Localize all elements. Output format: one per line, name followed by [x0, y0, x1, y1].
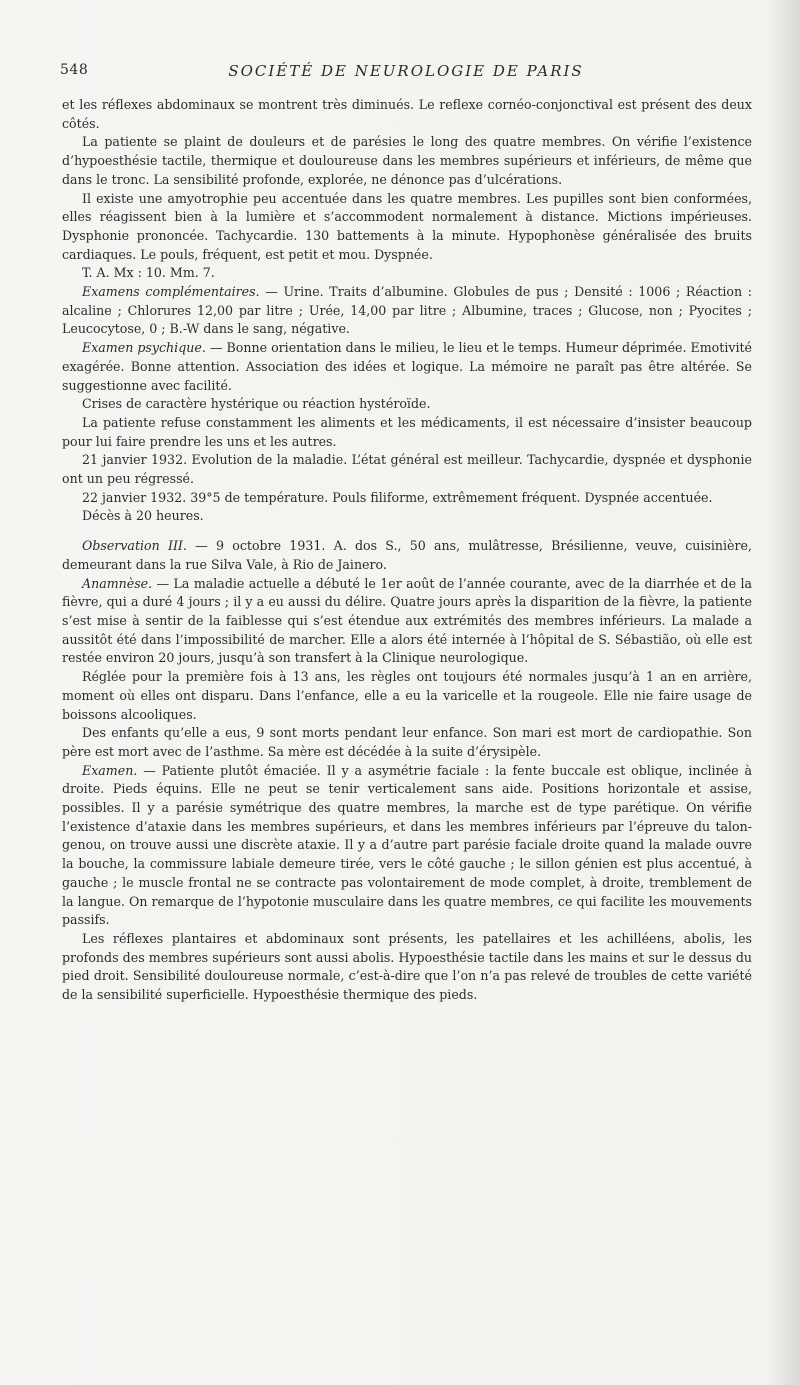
- paragraph: Examen psychique. — Bonne orientation dans le milieu, le lieu et le temps. Humeur déprimée. Emotivité exagérée. Bonne attention. Association des idées et logique. La mémoire ne paraît pas être altérée. Se suggestionne avec facilité.: [62, 340, 753, 393]
- paragraph: Les réflexes plantaires et abdominaux sont présents, les patellaires et les achilléens, abolis, les profonds des membres supérieurs sont aussi abolis. Hypoesthésie tactile dans les mains et sur le dessus du pied droit. Sensibilité douloureuse normale, c’est-à-dire que l’on n’a pas relevé de troubles de cette variété de la sensibilité superficielle. Hypoesthésie thermique des pieds.: [62, 930, 752, 1003]
- page-number: 548: [60, 62, 89, 78]
- body-text: [62, 96, 752, 1005]
- paragraph-lead: Examen psychique.: [82, 340, 206, 356]
- paragraph: Il existe une amyotrophie peu accentuée dans les quatre membres. Les pupilles sont bien conformées, elles réagissent bien à la lumière et s’accommodent normalement à distance. Mictions impérieuses. Dysphonie prononcée. Tachycardie. 130 battements à la minute. Hypophonèse généralisée des bruits cardiaques. Le pouls, fréquent, est petit et mou. Dyspnée.: [62, 190, 752, 262]
- paragraph: La patiente refuse constamment les aliments et les médicaments, il est nécessaire d’insister beaucoup pour lui faire prendre les uns et les autres.: [62, 414, 752, 449]
- paragraph: Examens complémentaires. — Urine. Traits d’albumine. Globules de pus ; Densité : 1006 ; Réaction : alcaline ; Chlorures 12,00 par litre ; Urée, 14,00 par litre ; Albumine, traces ; Glucose, non ; Pyocites ; Leucocytose, 0 ; B.-W dans le sang, négative.: [62, 284, 753, 337]
- running-head: SOCIÉTÉ DE NEUROLOGIE DE PARIS: [228, 62, 584, 80]
- paragraph-lead: Anamnèse.: [82, 575, 153, 591]
- paragraph: Réglée pour la première fois à 13 ans, les règles ont toujours été normales jusqu’à 1 an en arrière, moment où elles ont disparu. Dans l’enfance, elle a eu la varicelle et la rougeole. Elle nie faire usage de boissons alcooliques.: [62, 669, 752, 722]
- paragraph-lead: Examens complémentaires.: [82, 284, 260, 300]
- section-gap: [62, 526, 752, 537]
- page-header: [60, 62, 752, 86]
- paragraph: T. A. Mx : 10. Mm. 7.: [82, 265, 215, 281]
- paragraph: et les réflexes abdominaux se montrent très diminués. Le reflexe cornéo-conjonctival est présent des deux côtés.: [62, 97, 752, 131]
- paragraph: Examen. — Patiente plutôt émaciée. Il y a asymétrie faciale : la fente buccale est oblique, inclinée à droite. Pieds équins. Elle ne peut se tenir verticalement sans aide. Positions horizontale et assise, possibles. Il y a parésie symétrique des quatre membres, la marche est de type parétique. On vérifie l’existence d’ataxie dans les membres supérieurs, et dans les membres inférieurs par l’épreuve du talon-genou, on trouve aussi une discrète ataxie. Il y a d’autre part parésie faciale droite quand la malade ouvre la bouche, la commissure labiale demeure tirée, vers le côté gauche ; le sillon génien est plus accentué, à gauche ; le muscle frontal ne se contracte pas volontairement de mode complet, à droite, tremblement de la langue. On remarque de l’hypotonie musculaire dans les quatre membres, ce qui facilite les mouvements passifs.: [62, 762, 752, 928]
- paragraph-lead: Examen.: [82, 762, 138, 778]
- paragraph: Crises de caractère hystérique ou réaction hystéroïde.: [82, 396, 431, 412]
- paragraph: La patiente se plaint de douleurs et de parésies le long des quatre membres. On vérifie l’existence d’hypoesthésie tactile, thermique et douloureuse dans les membres supérieurs et inférieurs, de même que dans le tronc. La sensibilité profonde, explorée, ne dénonce pas d’ulcérations.: [62, 134, 752, 187]
- paragraph: Des enfants qu’elle a eus, 9 sont morts pendant leur enfance. Son mari est mort de cardiopathie. Son père est mort avec de l’asthme. Sa mère est décédée à la suite d’érysipèle.: [62, 725, 752, 759]
- paragraph: Décès à 20 heures.: [82, 508, 204, 524]
- paragraph: Observation III. — 9 octobre 1931. A. dos S., 50 ans, mulâtresse, Brésilienne, veuve, cuisinière, demeurant dans la rue Silva Vale, à Rio de Jainero.: [62, 538, 752, 572]
- paragraph-lead: Observation III.: [82, 538, 187, 554]
- paragraph: 21 janvier 1932. Evolution de la maladie. L’état général est meilleur. Tachycardie, dyspnée et dysphonie ont un peu régressé.: [62, 452, 752, 487]
- paragraph: 22 janvier 1932. 39°5 de température. Pouls filiforme, extrêmement fréquent. Dyspnée accentuée.: [82, 489, 713, 505]
- paragraph: Anamnèse. — La maladie actuelle a débuté le 1er août de l’année courante, avec de la diarrhée et de la fièvre, qui a duré 4 jours ; il y a eu aussi du délire. Quatre jours après la disparition de la fièvre, la patiente s’est mise à sentir de la faiblesse qui s’est étendue aux extrémités des membres inférieurs. La malade a aussitôt été dans l’impossibilité de marcher. Elle a alors été internée à l’hôpital de S. Sébastião, où elle est restée environ 20 jours, jusqu’à son transfert à la Clinique neurologique.: [62, 575, 752, 666]
